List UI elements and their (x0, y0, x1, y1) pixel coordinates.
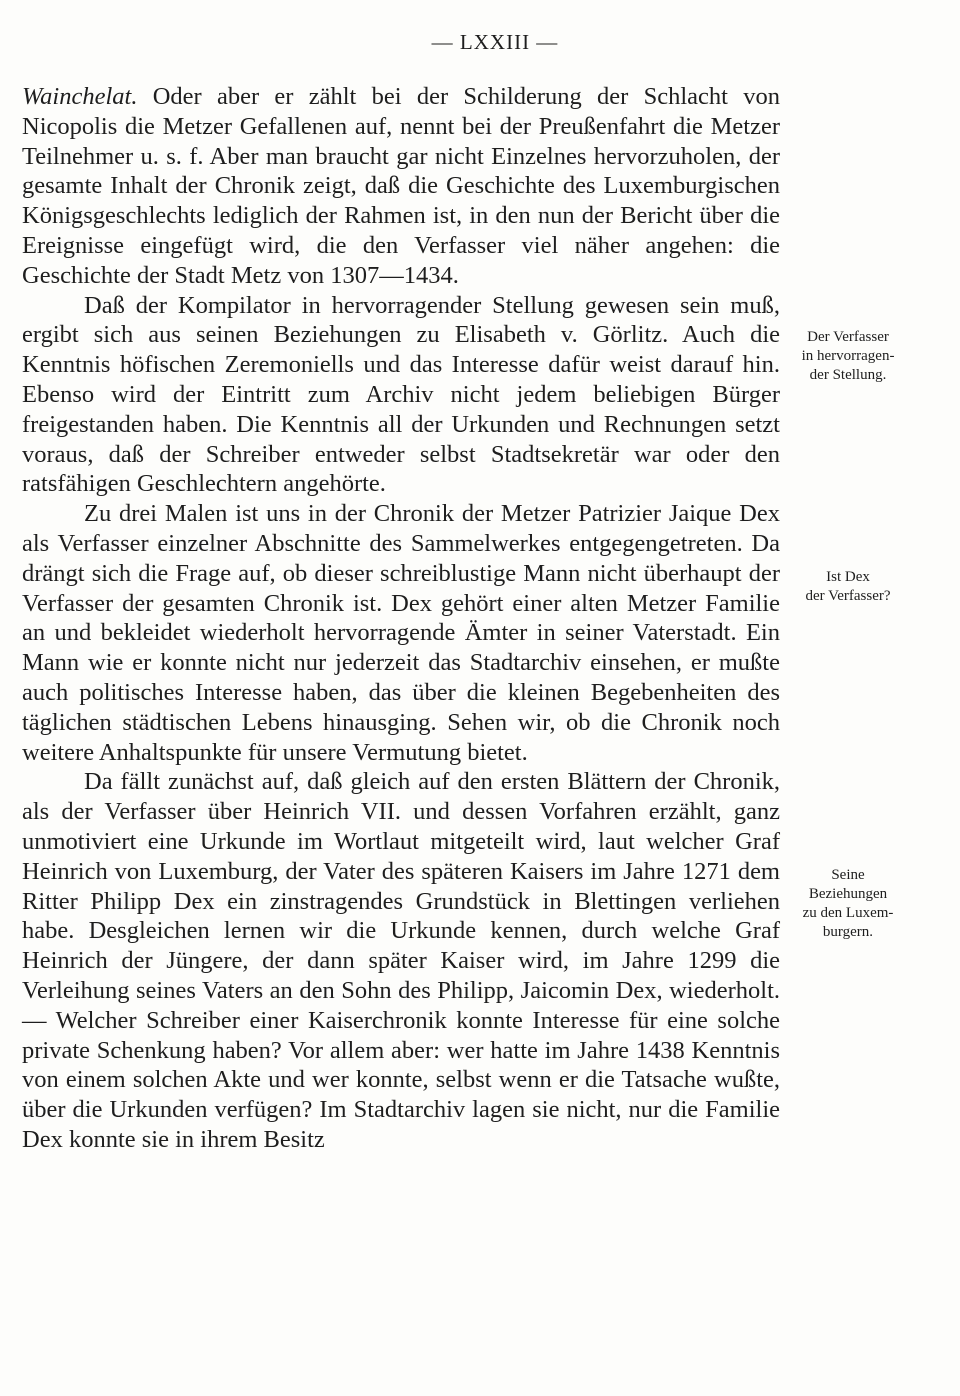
italic-lead: Wainchelat. (22, 83, 138, 110)
page-header (0, 30, 960, 55)
margin-note-line: der Stellung. (809, 367, 887, 383)
margin-note-line: zu den Luxem- (802, 905, 894, 921)
paragraph-1 (22, 82, 780, 291)
margin-note-line: in hervorragen- (801, 348, 895, 364)
paragraph-4: Da fällt zunächst auf, daß gleich auf den ersten Blättern der Chronik, als der Verfasser über Heinrich VII. und dessen Vorfahren erzählt, ganz unmotiviert eine Urkunde im Wortlaut mitgeteilt wird, laut welcher Graf Heinrich von Luxemburg, der Vater des späteren Kaisers im Jahre 1271 dem Ritter Philipp Dex ein zinstragendes Grundstück in Blettingen verliehen habe. Desgleichen lernen wir die Urkunde kennen, durch welche Graf Heinrich der Jüngere, der dann später Kaiser wird, im Jahre 1299 die Verleihung seines Vaters an den Sohn des Philipp, Jaicomin Dex, wiederholt. — Welcher Schreiber einer Kaiserchronik konnte Interesse für eine solche private Schenkung haben? Vor allem aber: wer hatte im Jahre 1438 Kenntnis von einem solchen Akte und wer konnte, selbst wenn er die Tatsache wußte, über die Urkunden verfügen? Im Stadtarchiv lagen sie nicht, nur die Familie Dex konnte sie in ihrem Besitz (22, 768, 780, 1153)
page-number: — LXXIII — (431, 30, 559, 54)
paragraph-3: Zu drei Malen ist uns in der Chronik der Metzer Patrizier Jaique Dex als Verfasser einzelner Abschnitte des Sammelwerkes entgegengetreten. Da drängt sich die Frage auf, ob dieser schreiblustige Mann nicht überhaupt der Verfasser der gesamten Chronik ist. Dex gehört einer alten Metzer Familie an und bekleidet wiederholt hervorragende Ämter in seiner Vaterstadt. Ein Mann wie er konnte nicht nur jederzeit das Stadtarchiv einsehen, er mußte auch politisches Interesse haben, das über die kleinen Begebenheiten des täglichen städtischen Lebens hinausging. Sehen wir, ob die Chronik noch weitere Anhaltspunkte für unsere Vermutung bietet. (22, 500, 780, 766)
margin-note-line: Ist Dex (826, 569, 870, 585)
margin-note-line: der Verfasser? (805, 588, 891, 604)
margin-note-line: Der Verfasser (807, 329, 889, 345)
margin-note-line: Beziehungen (808, 886, 888, 902)
margin-note-line: Seine (831, 867, 865, 883)
main-text (22, 82, 780, 1155)
paragraph-2: Daß der Kompilator in hervorragender Stellung gewesen sein muß, ergibt sich aus seinen Beziehungen zu Elisabeth v. Görlitz. Auch die Kenntnis höfischen Zeremoniells und das Interesse dafür weist darauf hin. Ebenso wird der Eintritt zum Archiv nicht jedem beliebigen Bürger freigestanden haben. Die Kenntnis all der Urkunden und Rechnungen setzt voraus, daß der Schreiber entweder selbst Stadtsekretär war oder den ratsfähigen Geschlechtern angehörte. (22, 291, 780, 498)
paragraph-1-text: Oder aber er zählt bei der Schilderung der Schlacht von Nicopolis die Metzer Gefallenen auf, nennt bei der Preußenfahrt die Metzer Teilnehmer u. s. f. Aber man braucht gar nicht Einzelnes hervorzuholen, der gesamte Inhalt der Chronik zeigt, daß die Geschichte des Luxemburgischen Königsgeschlechts lediglich der Rahmen ist, in den nun der Bericht über die Ereignisse eingefügt wird, die den Verfasser viel näher angehen: die Geschichte der Stadt Metz von 1307—1434. (22, 83, 780, 289)
margin-note-line: burgern. (822, 924, 874, 940)
margin-note-3 (786, 866, 910, 942)
margin-note-1 (786, 328, 910, 385)
margin-note-2 (786, 568, 910, 606)
